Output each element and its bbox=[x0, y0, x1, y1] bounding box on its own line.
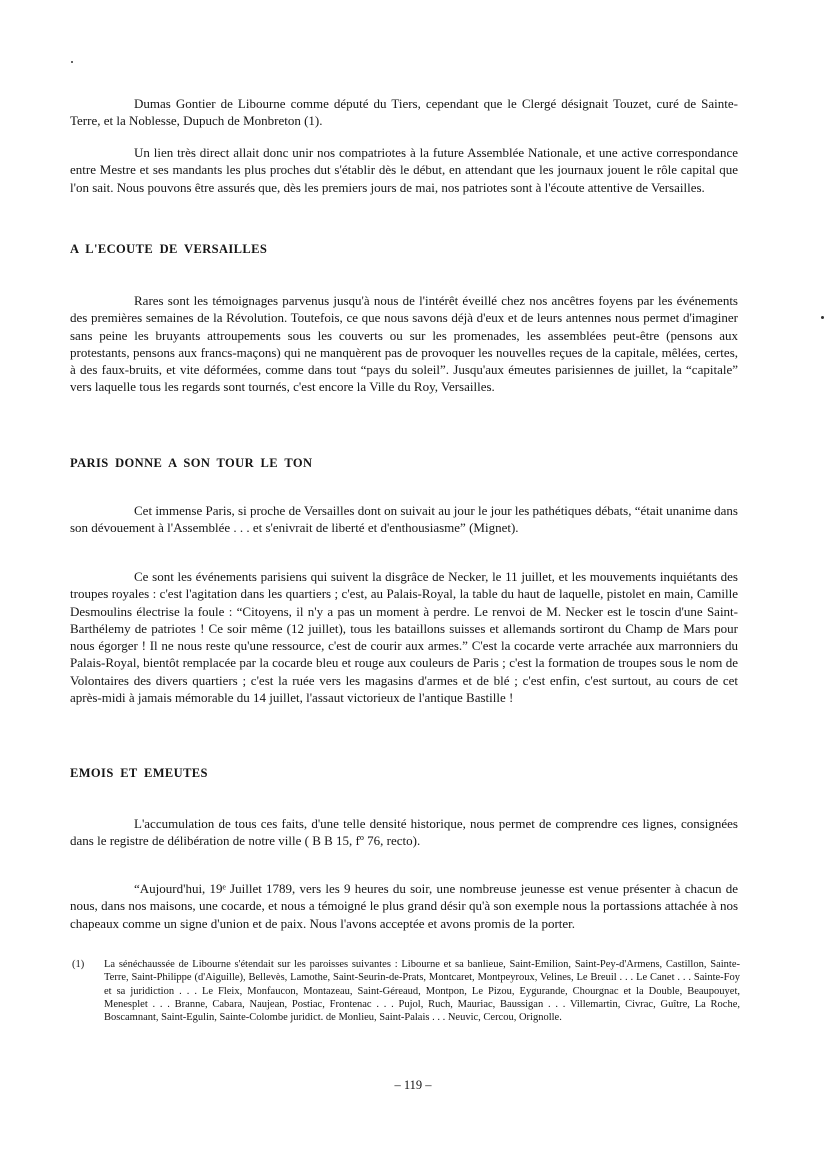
paragraph-4: Cet immense Paris, si proche de Versailles dont on suivait au jour le jour les pathétiques débats, “était unanime dans son dévouement à l'Assemblée . . . et s'enivrait de liberté et d'enthousiasme” (Mignet). bbox=[70, 503, 738, 536]
page-number: – 119 – bbox=[394, 1078, 432, 1092]
paragraph-7: “Aujourd'hui, 19ᵉ Juillet 1789, vers les 9 heures du soir, une nombreuse jeunesse est venue présenter à chacun de nous, dans nos maisons, une cocarde, et nous a témoigné le plus grand désir qu'à son exemple nous la portassions attachée à nos chapeaux comme un signe d'union et de paix. Nous l'avons acceptée et avons promis de la porter. bbox=[70, 881, 738, 931]
scan-speck bbox=[71, 61, 73, 63]
paragraph-6: L'accumulation de tous ces faits, d'une telle densité historique, nous permet de comprendre ces lignes, consignées dans le registre de délibération de notre ville ( B B 15, fº 76, recto). bbox=[70, 816, 738, 849]
paragraph-2: Un lien très direct allait donc unir nos compatriotes à la future Assemblée Nationale, et une active correspondance entre Mestre et ses mandants les plus proches dut s'établir dès le début, en attendant que les journaux jouent le rôle capital que l'on sait. Nous pouvons être assurés que, dès les premiers jours de mai, nos patriotes sont à l'écoute attentive de Versailles. bbox=[70, 145, 738, 195]
paragraph-3: Rares sont les témoignages parvenus jusqu'à nous de l'intérêt éveillé chez nos ancêtres foyens par les événements des premières semaines de la Révolution. Toutefois, ce que nous savons déjà d'eux et de leurs antennes nous permet d'imaginer sans peine les bruyants attroupements sous les couverts ou sur les promenades, les assemblées peut-être (pensons aux protestants, pensons aux francs-maçons) qui ne manquèrent pas de provoquer les nouvelles reçues de la capitale, mêlées, certes, à des faux-bruits, et vite déformées, comme dans tout “pays du soleil”. Jusqu'aux émeutes parisiennes de juillet, la “capitale” vers laquelle tous les regards sont tournés, c'est encore la Ville du Roy, Versailles. bbox=[70, 293, 738, 395]
paragraph-5: Ce sont les événements parisiens qui suivent la disgrâce de Necker, le 11 juillet, et les mouvements inquiétants des troupes royales : c'est l'agitation dans les quartiers ; c'est, au Palais-Royal, la table du haut de laquelle, pistolet en main, Camille Desmoulins électrise la foule : “Citoyens, il n'y a pas un moment à perdre. Le renvoi de M. Necker est le toscin d'une Saint-Barthélemy de patriotes ! Ce soir même (12 juillet), tous les bataillons suisses et allemands sortiront du Champ de Mars pour nous égorger ! Il ne nous reste qu'une ressource, c'est de courir aux armes.” C'est la cocarde verte arrachée aux marronniers du Palais-Royal, bientôt remplacée par la cocarde bleu et rouge aux couleurs de Paris ; c'est la formation de troupes sous le nom de Volontaires des divers quartiers ; c'est la ruée vers les magasins d'armes et de blé ; c'est enfin, c'est surtout, au cours de cet après-midi à jamais mémorable du 14 juillet, l'assaut victorieux de l'antique Bastille ! bbox=[70, 569, 738, 706]
section-heading-versailles: A L'ECOUTE DE VERSAILLES bbox=[70, 242, 268, 256]
paragraph-1: Dumas Gontier de Libourne comme député du Tiers, cependant que le Clergé désignait Touzet, curé de Sainte-Terre, et la Noblesse, Dupuch de Monbreton (1). bbox=[70, 96, 738, 129]
section-heading-paris: PARIS DONNE A SON TOUR LE TON bbox=[70, 456, 313, 470]
footnote-text: La sénéchaussée de Libourne s'étendait sur les paroisses suivantes : Libourne et sa banlieue, Saint-Emilion, Saint-Pey-d'Armens, Castillon, Sainte-Terre, Saint-Philippe (d'Aiguille), Bellevès, Lamothe, Saint-Seurin-de-Prats, Montcaret, Montpeyroux, Velines, Le Breuil . . . Le Canet . . . Sainte-Foy et sa juridiction . . . Le Fleix, Monfaucon, Montazeau, Saint-Géreaud, Montpon, Le Pizou, Eygurande, Chourgnac et la Double, Beaupouyet, Menesplet . . . Branne, Cabara, Naujean, Postiac, Frontenac . . . Pujol, Ruch, Mauriac, Baussigan . . . Villemartin, Civrac, Guître, La Roche, Boscamnant, Saint-Egulin, Sainte-Colombe juridict. de Monlieu, Saint-Palais . . . Neuvic, Cercou, Orignolle. bbox=[104, 959, 740, 1024]
footnote-marker: (1) bbox=[72, 959, 85, 970]
section-heading-emois: EMOIS ET EMEUTES bbox=[70, 766, 208, 780]
footnote bbox=[72, 958, 740, 1024]
scan-speck bbox=[821, 316, 824, 319]
